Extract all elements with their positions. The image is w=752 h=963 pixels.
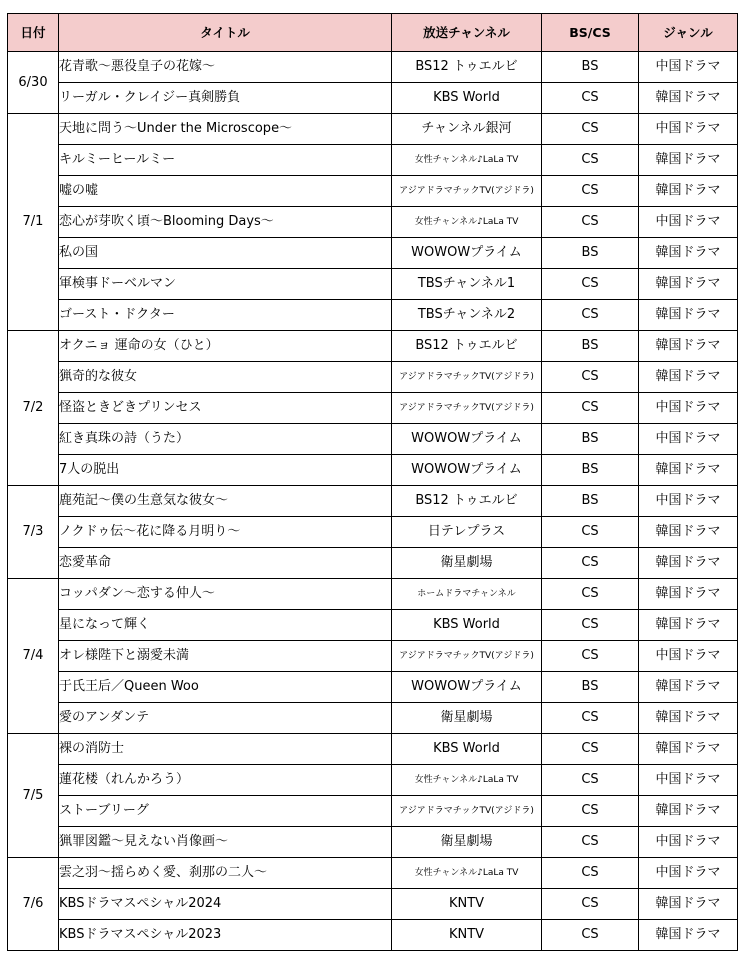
genre-cell: 韓国ドラマ (639, 176, 738, 207)
genre-cell: 韓国ドラマ (639, 703, 738, 734)
table-row (8, 114, 738, 145)
genre-cell: 中国ドラマ (639, 765, 738, 796)
type-cell: CS (542, 145, 639, 176)
genre-cell: 韓国ドラマ (639, 548, 738, 579)
channel-cell: KNTV (392, 889, 542, 920)
table-row (8, 238, 738, 269)
type-cell: CS (542, 796, 639, 827)
type-cell: BS (542, 486, 639, 517)
title-cell: 蓮花楼（れんかろう） (59, 765, 392, 796)
table-row (8, 734, 738, 765)
genre-cell: 韓国ドラマ (639, 796, 738, 827)
genre-cell: 中国ドラマ (639, 827, 738, 858)
date-cell: 7/2 (8, 331, 59, 486)
genre-cell: 韓国ドラマ (639, 610, 738, 641)
date-cell: 6/30 (8, 52, 59, 114)
table-row (8, 269, 738, 300)
table-row (8, 52, 738, 83)
channel-cell: KBS World (392, 610, 542, 641)
table-row (8, 858, 738, 889)
genre-cell: 中国ドラマ (639, 486, 738, 517)
type-cell: CS (542, 734, 639, 765)
title-cell: KBSドラマスペシャル2024 (59, 889, 392, 920)
channel-cell: チャンネル銀河 (392, 114, 542, 145)
table-row (8, 331, 738, 362)
channel-cell: アジアドラマチックTV(アジドラ) (392, 641, 542, 672)
date-cell: 7/3 (8, 486, 59, 579)
table-row (8, 300, 738, 331)
title-cell: 猟奇的な彼女 (59, 362, 392, 393)
type-cell: CS (542, 362, 639, 393)
date-cell: 7/4 (8, 579, 59, 734)
type-cell: CS (542, 827, 639, 858)
channel-cell: WOWOWプライム (392, 424, 542, 455)
type-cell: CS (542, 517, 639, 548)
header-title: タイトル (59, 14, 392, 52)
type-cell: CS (542, 300, 639, 331)
title-cell: ストーブリーグ (59, 796, 392, 827)
genre-cell: 韓国ドラマ (639, 331, 738, 362)
title-cell: 裸の消防士 (59, 734, 392, 765)
genre-cell: 韓国ドラマ (639, 517, 738, 548)
header-genre: ジャンル (639, 14, 738, 52)
type-cell: BS (542, 424, 639, 455)
genre-cell: 中国ドラマ (639, 207, 738, 238)
title-cell: 恋心が芽吹く頃～Blooming Days～ (59, 207, 392, 238)
genre-cell: 韓国ドラマ (639, 734, 738, 765)
title-cell: リーガル・クレイジー真剣勝負 (59, 83, 392, 114)
type-cell: BS (542, 238, 639, 269)
title-cell: 恋愛革命 (59, 548, 392, 579)
date-cell: 7/5 (8, 734, 59, 858)
title-cell: 天地に問う～Under the Microscope～ (59, 114, 392, 145)
table-row (8, 579, 738, 610)
title-cell: ゴースト・ドクター (59, 300, 392, 331)
genre-cell: 韓国ドラマ (639, 269, 738, 300)
channel-cell: KNTV (392, 920, 542, 951)
header-date: 日付 (8, 14, 59, 52)
channel-cell: KBS World (392, 83, 542, 114)
title-cell: 嘘の嘘 (59, 176, 392, 207)
header-type: BS/CS (542, 14, 639, 52)
title-cell: 雲之羽～揺らめく愛、刹那の二人～ (59, 858, 392, 889)
table-row (8, 393, 738, 424)
channel-cell: 衛星劇場 (392, 548, 542, 579)
table-row (8, 362, 738, 393)
type-cell: CS (542, 207, 639, 238)
table-row (8, 672, 738, 703)
genre-cell: 中国ドラマ (639, 114, 738, 145)
channel-cell: BS12 トゥエルビ (392, 52, 542, 83)
channel-cell: アジアドラマチックTV(アジドラ) (392, 393, 542, 424)
table-row (8, 207, 738, 238)
genre-cell: 韓国ドラマ (639, 889, 738, 920)
genre-cell: 韓国ドラマ (639, 920, 738, 951)
title-cell: 軍検事ドーベルマン (59, 269, 392, 300)
type-cell: BS (542, 52, 639, 83)
channel-cell: 女性チャンネル♪LaLa TV (392, 765, 542, 796)
table-row (8, 548, 738, 579)
title-cell: 花青歌～悪役皇子の花嫁～ (59, 52, 392, 83)
table-row (8, 517, 738, 548)
title-cell: オクニョ 運命の女（ひと） (59, 331, 392, 362)
channel-cell: アジアドラマチックTV(アジドラ) (392, 362, 542, 393)
channel-cell: アジアドラマチックTV(アジドラ) (392, 796, 542, 827)
genre-cell: 韓国ドラマ (639, 83, 738, 114)
type-cell: CS (542, 641, 639, 672)
date-cell: 7/1 (8, 114, 59, 331)
table-row (8, 176, 738, 207)
title-cell: 紅き真珠の詩（うた） (59, 424, 392, 455)
schedule-body (8, 52, 738, 951)
channel-cell: 女性チャンネル♪LaLa TV (392, 145, 542, 176)
table-row (8, 424, 738, 455)
table-row (8, 486, 738, 517)
type-cell: CS (542, 579, 639, 610)
title-cell: 愛のアンダンテ (59, 703, 392, 734)
table-row (8, 455, 738, 486)
date-cell: 7/6 (8, 858, 59, 951)
channel-cell: ホームドラマチャンネル (392, 579, 542, 610)
type-cell: CS (542, 703, 639, 734)
type-cell: CS (542, 176, 639, 207)
genre-cell: 中国ドラマ (639, 52, 738, 83)
schedule-table (7, 13, 738, 951)
title-cell: 7人の脱出 (59, 455, 392, 486)
channel-cell: 衛星劇場 (392, 703, 542, 734)
genre-cell: 韓国ドラマ (639, 300, 738, 331)
channel-cell: WOWOWプライム (392, 238, 542, 269)
genre-cell: 韓国ドラマ (639, 238, 738, 269)
channel-cell: 女性チャンネル♪LaLa TV (392, 207, 542, 238)
type-cell: CS (542, 858, 639, 889)
table-row (8, 610, 738, 641)
type-cell: BS (542, 672, 639, 703)
type-cell: CS (542, 548, 639, 579)
type-cell: CS (542, 83, 639, 114)
table-row (8, 145, 738, 176)
title-cell: オレ様陛下と溺愛未満 (59, 641, 392, 672)
title-cell: 星になって輝く (59, 610, 392, 641)
header-row (8, 14, 738, 52)
genre-cell: 中国ドラマ (639, 424, 738, 455)
channel-cell: 衛星劇場 (392, 827, 542, 858)
type-cell: CS (542, 889, 639, 920)
title-cell: 怪盗ときどきプリンセス (59, 393, 392, 424)
title-cell: コッパダン～恋する仲人～ (59, 579, 392, 610)
type-cell: CS (542, 114, 639, 145)
type-cell: BS (542, 331, 639, 362)
channel-cell: KBS World (392, 734, 542, 765)
title-cell: 鹿苑記～僕の生意気な彼女～ (59, 486, 392, 517)
title-cell: KBSドラマスペシャル2023 (59, 920, 392, 951)
type-cell: CS (542, 393, 639, 424)
type-cell: CS (542, 765, 639, 796)
genre-cell: 韓国ドラマ (639, 672, 738, 703)
channel-cell: 女性チャンネル♪LaLa TV (392, 858, 542, 889)
genre-cell: 韓国ドラマ (639, 579, 738, 610)
title-cell: 于氏王后／Queen Woo (59, 672, 392, 703)
table-row (8, 920, 738, 951)
genre-cell: 中国ドラマ (639, 858, 738, 889)
genre-cell: 中国ドラマ (639, 393, 738, 424)
table-row (8, 827, 738, 858)
type-cell: CS (542, 269, 639, 300)
channel-cell: WOWOWプライム (392, 672, 542, 703)
channel-cell: BS12 トゥエルビ (392, 331, 542, 362)
type-cell: CS (542, 920, 639, 951)
table-row (8, 796, 738, 827)
title-cell: キルミーヒールミー (59, 145, 392, 176)
channel-cell: アジアドラマチックTV(アジドラ) (392, 176, 542, 207)
channel-cell: 日テレプラス (392, 517, 542, 548)
title-cell: ノクドゥ伝～花に降る月明り～ (59, 517, 392, 548)
header-channel: 放送チャンネル (392, 14, 542, 52)
table-row (8, 889, 738, 920)
type-cell: CS (542, 610, 639, 641)
table-row (8, 703, 738, 734)
channel-cell: TBSチャンネル1 (392, 269, 542, 300)
title-cell: 猟罪図鑑～見えない肖像画～ (59, 827, 392, 858)
title-cell: 私の国 (59, 238, 392, 269)
channel-cell: BS12 トゥエルビ (392, 486, 542, 517)
table-row (8, 641, 738, 672)
channel-cell: WOWOWプライム (392, 455, 542, 486)
genre-cell: 韓国ドラマ (639, 362, 738, 393)
table-row (8, 83, 738, 114)
genre-cell: 韓国ドラマ (639, 145, 738, 176)
channel-cell: TBSチャンネル2 (392, 300, 542, 331)
genre-cell: 韓国ドラマ (639, 455, 738, 486)
type-cell: BS (542, 455, 639, 486)
genre-cell: 中国ドラマ (639, 641, 738, 672)
table-row (8, 765, 738, 796)
